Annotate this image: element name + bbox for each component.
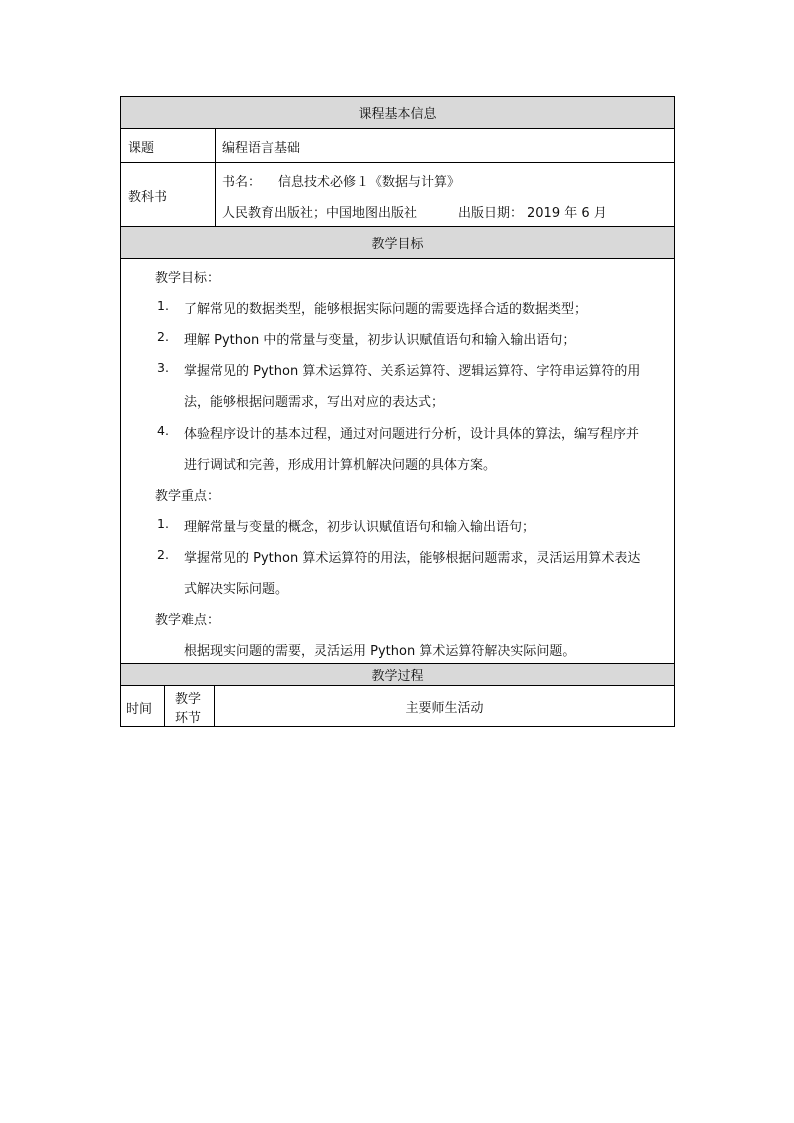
textbook-label-cell — [121, 163, 216, 226]
topic-value-cell — [216, 129, 674, 162]
key-points-title: 教学重点： — [155, 489, 221, 504]
objectives-body — [121, 259, 674, 664]
goal-text: 了解常见的数据类型，能够根据实际问题的需要选择合适的数据类型； — [184, 302, 588, 317]
process-header — [121, 664, 674, 686]
process-header-text: 教学过程 — [371, 669, 424, 684]
goal-number: 1. — [157, 298, 169, 313]
goal-text: 体验程序设计的基本过程，通过对问题进行分析，设计具体的算法，编写程序并 — [184, 427, 640, 442]
pub-date-label: 出版日期： — [458, 206, 524, 221]
goal-text-continued: 法，能够根据问题需求，写出对应的表达式； — [184, 395, 445, 410]
pub-date-value: 2019 年 6 月 — [527, 206, 607, 221]
goal-text: 理解 Python 中的常量与变量，初步认识赋值语句和输入输出语句； — [184, 333, 576, 348]
lesson-plan-table — [120, 96, 675, 727]
course-info-header-text: 课程基本信息 — [358, 107, 437, 122]
topic-label: 课题 — [128, 141, 155, 156]
goal-text: 掌握常见的 Python 算术运算符、关系运算符、逻辑运算符、字符串运算符的用 — [184, 364, 641, 379]
col-stage-cell — [165, 686, 215, 726]
topic-label-cell — [121, 129, 216, 162]
textbook-value-cell — [216, 163, 674, 226]
key-point-number: 1. — [157, 516, 169, 531]
goal-number: 4. — [157, 423, 169, 438]
difficulty-title: 教学难点： — [155, 613, 221, 628]
textbook-row — [121, 163, 674, 227]
key-point-text: 掌握常见的 Python 算术运算符的用法，能够根据问题需求，灵活运用算术表达 — [184, 551, 641, 566]
col-time: 时间 — [126, 702, 153, 717]
objectives-header — [121, 227, 674, 259]
goal-number: 3. — [157, 360, 169, 375]
difficulty-text: 根据现实问题的需要，灵活运用 Python 算术运算符解决实际问题。 — [184, 644, 576, 659]
goals-title: 教学目标： — [155, 271, 221, 286]
book-name-value: 信息技术必修１《数据与计算》 — [278, 175, 461, 190]
col-time-cell — [121, 686, 165, 726]
topic-value: 编程语言基础 — [222, 141, 301, 156]
col-stage-line1: 教学 — [175, 692, 202, 707]
col-activity: 主要师生活动 — [405, 700, 484, 716]
col-stage-line2: 环节 — [175, 711, 202, 726]
book-name-label: 书名： — [222, 175, 262, 190]
publisher: 人民教育出版社；中国地图出版社 — [222, 206, 418, 221]
key-point-text: 理解常量与变量的概念，初步认识赋值语句和输入输出语句； — [184, 520, 536, 535]
goal-text-continued: 进行调试和完善，形成用计算机解决问题的具体方案。 — [184, 458, 497, 473]
process-columns-row — [121, 686, 674, 726]
key-point-number: 2. — [157, 547, 169, 562]
col-activity-cell — [215, 686, 674, 726]
textbook-label: 教科书 — [128, 190, 168, 205]
topic-row — [121, 129, 674, 163]
goal-number: 2. — [157, 329, 169, 344]
objectives-header-text: 教学目标 — [371, 237, 424, 252]
key-point-text-continued: 式解决实际问题。 — [184, 582, 289, 597]
course-info-header — [121, 97, 674, 129]
